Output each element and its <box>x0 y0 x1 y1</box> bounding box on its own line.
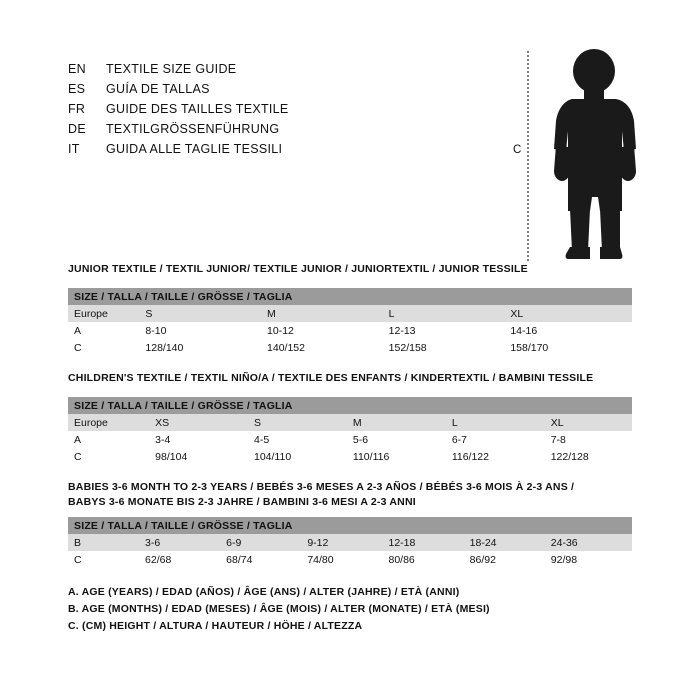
language-text-fr: GUIDE DES TAILLES TEXTILE <box>106 102 289 116</box>
children-section-caption: CHILDREN'S TEXTILE / TEXTIL NIÑO/A / TEXTILE DES ENFANTS / KINDERTEXTIL / BAMBINI TESSILE <box>68 372 594 384</box>
children-row-europe-v0: XS <box>155 414 254 431</box>
language-code-es: ES <box>68 82 86 96</box>
children-row-a-v3: 6-7 <box>452 431 551 448</box>
junior-row-europe-v1: M <box>267 305 389 322</box>
junior-row-a-label: A <box>68 322 145 339</box>
children-row-a-v1: 4-5 <box>254 431 353 448</box>
junior-row-europe-v0: S <box>145 305 267 322</box>
babies-row-c-v5: 92/98 <box>551 551 632 568</box>
children-size-header-label: SIZE / TALLA / TAILLE / GRÖSSE / TAGLIA <box>68 397 632 414</box>
junior-size-table <box>68 288 632 356</box>
babies-row-c-v2: 74/80 <box>307 551 388 568</box>
table-header-row <box>68 288 632 305</box>
table-row <box>68 414 632 431</box>
babies-row-b-v4: 18-24 <box>470 534 551 551</box>
table-header-row <box>68 397 632 414</box>
language-row-es <box>68 82 448 102</box>
babies-row-b-v3: 12-18 <box>388 534 469 551</box>
children-row-c-v1: 104/110 <box>254 448 353 465</box>
legend-block <box>68 584 628 635</box>
table-header-row <box>68 517 632 534</box>
children-row-a-v0: 3-4 <box>155 431 254 448</box>
junior-row-c-v3: 158/170 <box>510 339 632 356</box>
babies-row-b-v0: 3-6 <box>145 534 226 551</box>
child-silhouette-icon <box>538 45 648 261</box>
children-size-table <box>68 397 632 465</box>
babies-row-c-label: C <box>68 551 145 568</box>
babies-row-c-v1: 68/74 <box>226 551 307 568</box>
language-row-it <box>68 142 448 162</box>
junior-row-c-v0: 128/140 <box>145 339 267 356</box>
table-row <box>68 534 632 551</box>
language-row-fr <box>68 102 448 122</box>
junior-row-europe-v3: XL <box>510 305 632 322</box>
measure-label-c: C <box>510 142 524 158</box>
language-code-de: DE <box>68 122 86 136</box>
children-row-europe-v2: M <box>353 414 452 431</box>
children-row-c-v4: 122/128 <box>551 448 632 465</box>
junior-row-europe-v2: L <box>389 305 511 322</box>
junior-row-a-v3: 14-16 <box>510 322 632 339</box>
language-text-de: TEXTILGRÖSSENFÜHRUNG <box>106 122 280 136</box>
children-row-c-v2: 110/116 <box>353 448 452 465</box>
children-row-a-v2: 5-6 <box>353 431 452 448</box>
junior-row-a-v0: 8-10 <box>145 322 267 339</box>
height-measure-figure <box>498 45 658 265</box>
babies-row-b-v2: 9-12 <box>307 534 388 551</box>
legend-line-b: B. AGE (MONTHS) / EDAD (MESES) / ÂGE (MOIS) / ALTER (MONATE) / ETÀ (MESI) <box>68 603 490 615</box>
children-row-europe-label: Europe <box>68 414 155 431</box>
children-row-c-v0: 98/104 <box>155 448 254 465</box>
language-text-it: GUIDA ALLE TAGLIE TESSILI <box>106 142 283 156</box>
table-row <box>68 551 632 568</box>
language-list <box>68 62 448 162</box>
language-text-es: GUÍA DE TALLAS <box>106 82 210 96</box>
language-text-en: TEXTILE SIZE GUIDE <box>106 62 237 76</box>
junior-row-a-v1: 10-12 <box>267 322 389 339</box>
language-row-de <box>68 122 448 142</box>
language-code-it: IT <box>68 142 80 156</box>
babies-row-c-v4: 86/92 <box>470 551 551 568</box>
measure-dotted-line <box>527 51 529 261</box>
babies-section-caption-line2: BABYS 3-6 MONATE BIS 2-3 JAHRE / BAMBINI 3-6 MESI A 2-3 ANNI <box>68 496 416 508</box>
junior-row-c-v1: 140/152 <box>267 339 389 356</box>
junior-row-c-label: C <box>68 339 145 356</box>
junior-row-c-v2: 152/158 <box>389 339 511 356</box>
babies-row-b-v5: 24-36 <box>551 534 632 551</box>
children-row-c-v3: 116/122 <box>452 448 551 465</box>
legend-line-c: C. (CM) HEIGHT / ALTURA / HAUTEUR / HÖHE / ALTEZZA <box>68 620 363 632</box>
junior-size-header-label: SIZE / TALLA / TAILLE / GRÖSSE / TAGLIA <box>68 288 632 305</box>
babies-row-b-v1: 6-9 <box>226 534 307 551</box>
babies-section-caption-line1: BABIES 3-6 MONTH TO 2-3 YEARS / BEBÉS 3-6 MESES A 2-3 AÑOS / BÉBÉS 3-6 MOIS À 2-3 ANS / <box>68 481 575 493</box>
junior-row-a-v2: 12-13 <box>389 322 511 339</box>
table-row <box>68 305 632 322</box>
language-row-en <box>68 62 448 82</box>
children-row-europe-v3: L <box>452 414 551 431</box>
language-code-fr: FR <box>68 102 86 116</box>
babies-size-header-label: SIZE / TALLA / TAILLE / GRÖSSE / TAGLIA <box>68 517 632 534</box>
table-row <box>68 322 632 339</box>
legend-line-a: A. AGE (YEARS) / EDAD (AÑOS) / ÂGE (ANS) / ALTER (JAHRE) / ETÀ (ANNI) <box>68 586 460 598</box>
language-code-en: EN <box>68 62 86 76</box>
children-row-europe-v1: S <box>254 414 353 431</box>
babies-size-table <box>68 517 632 568</box>
babies-row-b-label: B <box>68 534 145 551</box>
junior-row-europe-label: Europe <box>68 305 145 322</box>
children-row-a-label: A <box>68 431 155 448</box>
table-row <box>68 339 632 356</box>
babies-row-c-v0: 62/68 <box>145 551 226 568</box>
children-row-c-label: C <box>68 448 155 465</box>
children-row-a-v4: 7-8 <box>551 431 632 448</box>
junior-section-caption: JUNIOR TEXTILE / TEXTIL JUNIOR/ TEXTILE JUNIOR / JUNIORTEXTIL / JUNIOR TESSILE <box>68 263 528 275</box>
table-row <box>68 431 632 448</box>
children-row-europe-v4: XL <box>551 414 632 431</box>
table-row <box>68 448 632 465</box>
babies-row-c-v3: 80/86 <box>388 551 469 568</box>
